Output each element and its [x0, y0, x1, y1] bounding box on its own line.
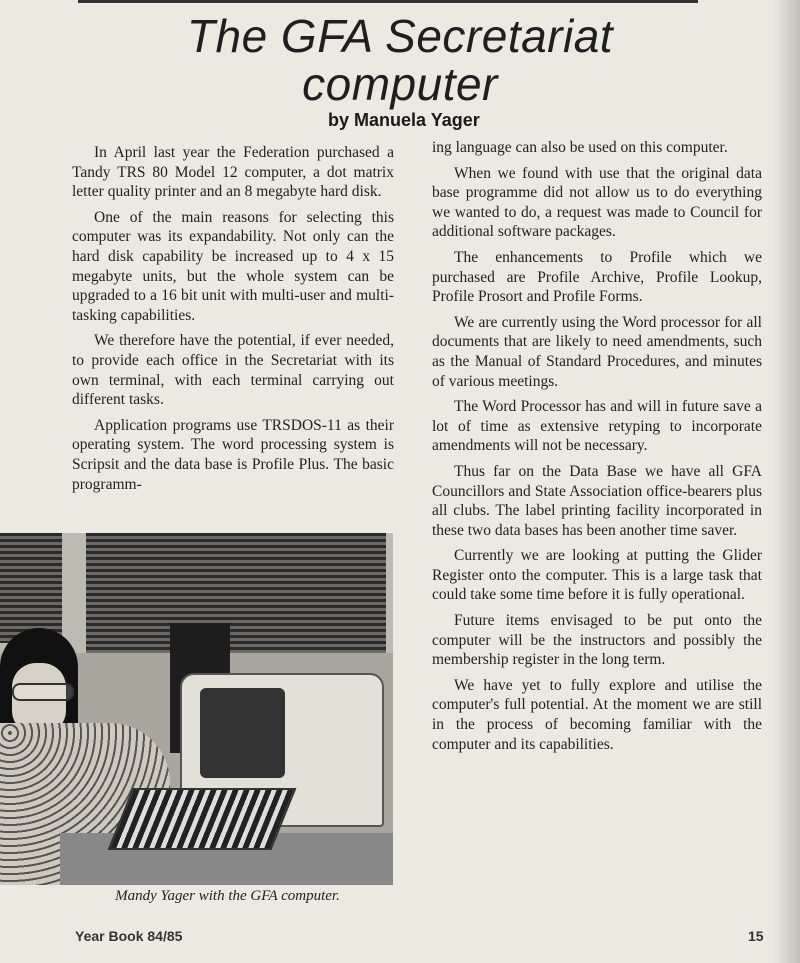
- page-shadow: [772, 0, 800, 963]
- window-blind: [86, 533, 386, 653]
- computer-keyboard: [107, 788, 296, 850]
- monitor-screen: [200, 688, 285, 778]
- paragraph: The Word Processor has and will in future save a lot of time as extensive retyping to incorporate amendments will not be necessary.: [432, 398, 762, 455]
- glasses: [12, 683, 74, 701]
- photo-mandy-with-computer: [0, 533, 393, 885]
- top-rule: [78, 0, 698, 3]
- paragraph: One of the main reasons for selecting this computer was its expandability. Not only can the hard disk capability be increased up to 4 x 15 megabyte units, but the whole system can be upgraded to a 16 bit unit with multi-user and multi-tasking capabilities.: [72, 208, 394, 324]
- paragraph: Application programs use TRSDOS-11 as their operating system. The word processing system is Scripsit and the data base is Profile Plus. The basic programm-: [72, 416, 394, 493]
- title-line-2: computer: [302, 58, 498, 110]
- paragraph: We have yet to fully explore and utilise the computer's full potential. At the moment we are still in the process of becoming familiar with the computer and its capabilities.: [432, 676, 762, 753]
- byline: by Manuela Yager: [328, 110, 480, 130]
- paragraph: Future items envisaged to be put onto the computer will be the instructors and possibly the membership register in the long term.: [432, 612, 762, 669]
- photo-caption: Mandy Yager with the GFA computer.: [115, 888, 340, 904]
- window-blind-left: [0, 533, 62, 643]
- paragraph: When we found with use that the original data base programme did not allow us to do everything we wanted to do, a request was made to Council for additional software packages.: [432, 164, 762, 241]
- paragraph: In April last year the Federation purchased a Tandy TRS 80 Model 12 computer, a dot matrix letter quality printer and an 8 megabyte hard disk.: [72, 144, 394, 201]
- article-title: [0, 12, 800, 108]
- paragraph: We therefore have the potential, if ever needed, to provide each office in the Secretariat with its own terminal, with each terminal carrying out different tasks.: [72, 332, 394, 409]
- page-number: 15: [748, 928, 764, 944]
- paragraph-continuation: ing language can also be used on this computer.: [432, 139, 728, 156]
- left-column: [72, 143, 394, 500]
- paragraph: Thus far on the Data Base we have all GFA Councillors and State Association office-bearers plus all clubs. The label printing facility incorporated in these two data bases has been another time saver.: [432, 462, 762, 539]
- right-column: [432, 138, 762, 760]
- paragraph: We are currently using the Word processor for all documents that are likely to need amendments, such as the Manual of Standard Procedures, and minutes of various meetings.: [432, 313, 762, 390]
- paragraph: Currently we are looking at putting the Glider Register onto the computer. This is a large task that could take some time before it is fully operational.: [432, 547, 762, 604]
- footer-publication: Year Book 84/85: [75, 928, 183, 944]
- title-line-1: The GFA Secretariat: [186, 10, 614, 62]
- paragraph: The enhancements to Profile which we purchased are Profile Archive, Profile Lookup, Profile Prosort and Profile Forms.: [432, 248, 762, 306]
